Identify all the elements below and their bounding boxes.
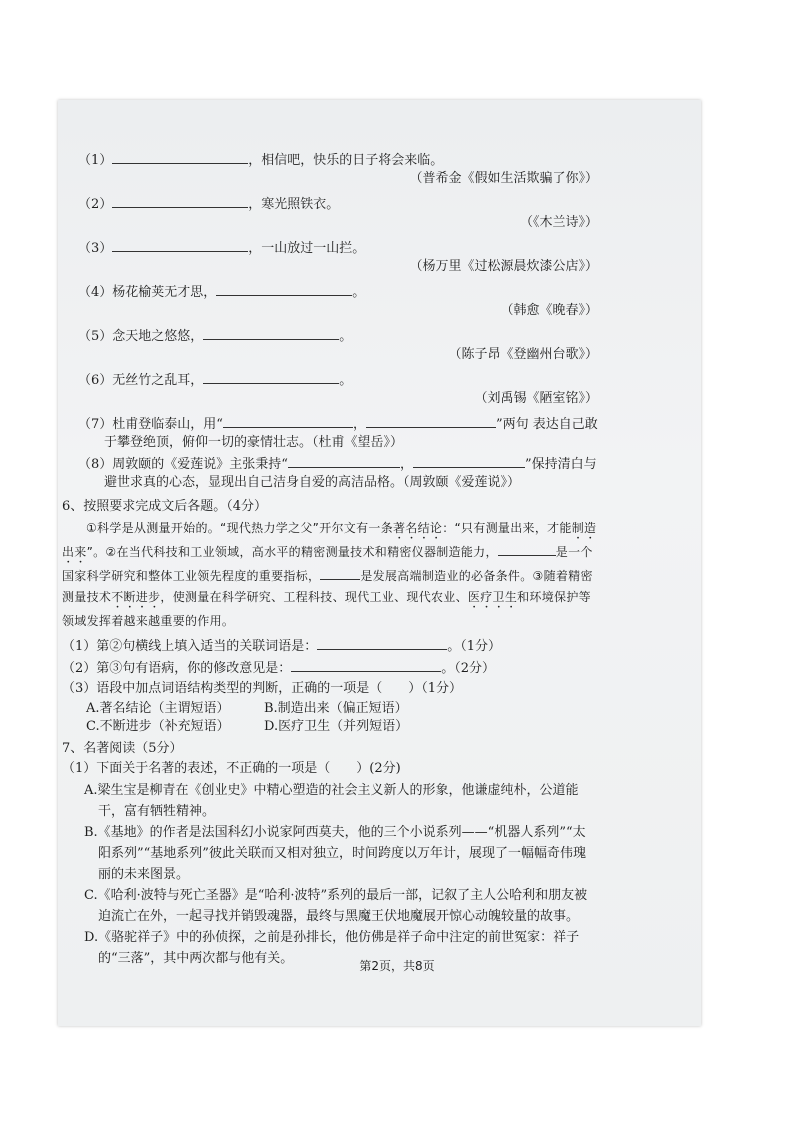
q6-sub3: （3）语段中加点词语结构类型的判断，正确的一项是（ ）（1分） <box>62 681 463 696</box>
item-number: （5） <box>78 329 113 344</box>
answer-blank[interactable] <box>320 566 360 580</box>
answer-blank[interactable] <box>498 542 556 556</box>
question-6-heading: 6、按照要求完成文后各题。（4分） <box>62 499 268 514</box>
answer-blank[interactable] <box>366 414 496 428</box>
item-text: ， <box>399 457 413 472</box>
item-text: 。 <box>339 373 353 388</box>
q6-options <box>62 700 598 736</box>
sub-question-text: （2）第③句有语病，你的修改意见是： <box>62 661 292 676</box>
passage-text: ”。②在当代科技和工业领域，高水平的精密测量技术和精密仪器制造能力， <box>86 545 498 559</box>
dotted-phrase: 医疗卫生 <box>467 590 518 604</box>
option-a[interactable]: A.著名结论（主谓短语） <box>86 701 230 716</box>
item-text: 。 <box>352 285 366 300</box>
option-c[interactable]: C.不断进步（补充短语） <box>86 719 230 734</box>
item-text: 周敦颐的《爱莲说》主张秉持“ <box>112 457 288 472</box>
page-number: 第2页，共8页 <box>359 959 435 973</box>
passage-text: ，使测量在科学研究、工程科技、现代工业、现代农业、 <box>160 590 468 604</box>
answer-blank[interactable] <box>112 150 248 164</box>
item-text: 。 <box>339 329 353 344</box>
item-text: ”两句 <box>495 417 529 432</box>
poem-item-5 <box>78 326 598 364</box>
item-number: （8） <box>78 457 113 472</box>
passage-text: 是一个国家科学研究和整体工业领先程度的重要指标， <box>62 545 593 583</box>
poem-item-8 <box>78 454 598 492</box>
item-source: （《木兰诗》） <box>519 215 598 230</box>
sub-question-text: 。（1分） <box>447 639 502 654</box>
item-number: （6） <box>78 373 113 388</box>
item-number: （4） <box>78 285 113 300</box>
poem-item-4 <box>78 282 598 320</box>
item-text: 杜甫登临泰山，用“ <box>112 417 223 432</box>
item-text: ”保持清白与避世求真的心态，显现出自己洁身自爱的高洁品格。（周敦颐《爱莲说》） <box>104 457 597 490</box>
answer-blank[interactable] <box>223 414 353 428</box>
answer-blank[interactable] <box>203 370 339 384</box>
passage-text: 是发展高端制造业的必备条件。③随着精密测量技术 <box>62 569 593 604</box>
q7-sub1: （1）下面关于名著的表述，不正确的一项是（ ）(2分) <box>62 761 401 776</box>
poem-item-7 <box>78 414 598 452</box>
option-d[interactable]: D.医疗卫生（并列短语） <box>264 719 409 734</box>
answer-blank[interactable] <box>317 636 447 650</box>
poem-item-2 <box>78 194 598 232</box>
passage-text: 和环境保护等领域发挥着越来越重要的作用。 <box>62 590 591 628</box>
dotted-phrase: 著名结论 <box>393 521 443 535</box>
q6-passage <box>62 518 598 632</box>
q7-options <box>62 780 598 969</box>
dotted-phrase: 制造出来 <box>62 521 597 559</box>
poem-item-6 <box>78 370 598 408</box>
dotted-phrase: 不断进步 <box>111 590 161 604</box>
q6-sub2 <box>62 658 598 678</box>
answer-blank[interactable] <box>203 326 339 340</box>
item-number: （1） <box>78 153 113 168</box>
item-source: （杨万里《过松源晨炊漆公店》） <box>409 259 598 274</box>
poem-item-3 <box>78 238 598 276</box>
item-text: ， <box>352 417 366 432</box>
item-number: （7） <box>78 417 113 432</box>
passage-text: ①科学是从测量开始的。“现代热力学之父”开尔文有一条 <box>86 521 393 535</box>
option-a[interactable]: A.梁生宝是柳青在《创业史》中精心塑造的社会主义新人的形象，他谦虚纯朴，公道能干，富有牺牲精神。 <box>84 783 579 819</box>
item-text: ，一山放过一山拦。 <box>248 241 366 256</box>
q6-sub1 <box>62 636 598 656</box>
item-source: （韩愈《晚春》） <box>500 303 598 318</box>
answer-blank[interactable] <box>216 282 352 296</box>
item-number: （3） <box>78 241 113 256</box>
answer-blank[interactable] <box>112 238 248 252</box>
answer-blank[interactable] <box>112 194 248 208</box>
option-d[interactable]: D.《骆驼祥子》中的孙侦探，之前是孙排长，他仿佛是祥子命中注定的前世冤家：祥子的“三落”，其中两次都与他有关。 <box>84 930 580 966</box>
item-source: （刘禹锡《陋室铭》） <box>474 391 598 406</box>
answer-blank[interactable] <box>288 454 400 468</box>
exam-content <box>62 150 598 969</box>
item-text: 表达自己敢于攀登绝顶，俯仰一切的豪情壮志。（杜甫《望岳》） <box>104 417 598 450</box>
poem-item-1 <box>78 150 598 188</box>
option-b[interactable]: B.制造出来（偏正短语） <box>264 701 408 716</box>
passage-text: ：“只有测量出来，才能 <box>442 521 572 535</box>
item-source: （普希金《假如生活欺骗了你》） <box>409 171 598 186</box>
item-text: 念天地之悠悠， <box>112 329 204 344</box>
question-7-heading: 7、名著阅读（5分） <box>62 741 183 756</box>
item-number: （2） <box>78 197 113 212</box>
item-text: ，寒光照铁衣。 <box>248 197 340 212</box>
option-c[interactable]: C.《哈利·波特与死亡圣器》是“哈利·波特”系列的最后一部，记叙了主人公哈利和朋友被迫流亡在外，一起寻找并销毁魂器，最终与黑魔王伏地魔展开惊心动魄较量的故事。 <box>84 888 588 924</box>
item-text: 无丝竹之乱耳， <box>112 373 204 388</box>
item-text: ，相信吧，快乐的日子将会来临。 <box>248 153 444 168</box>
sub-question-text: 。（2分） <box>441 661 496 676</box>
option-b[interactable]: B.《基地》的作者是法国科幻小说家阿西莫夫，他的三个小说系列——“机器人系列”“太阳系列”“基地系列”彼此关联而又相对独立，时间跨度以万年计，展现了一幅幅奇伟瑰丽的未来图景。 <box>84 825 586 882</box>
item-source: （陈子昂《登幽州台歌》） <box>448 347 598 362</box>
answer-blank[interactable] <box>413 454 525 468</box>
sub-question-text: （1）第②句横线上填入适当的关联词语是： <box>62 639 318 654</box>
item-text: 杨花榆荚无才思， <box>112 285 217 300</box>
answer-blank[interactable] <box>291 658 441 672</box>
